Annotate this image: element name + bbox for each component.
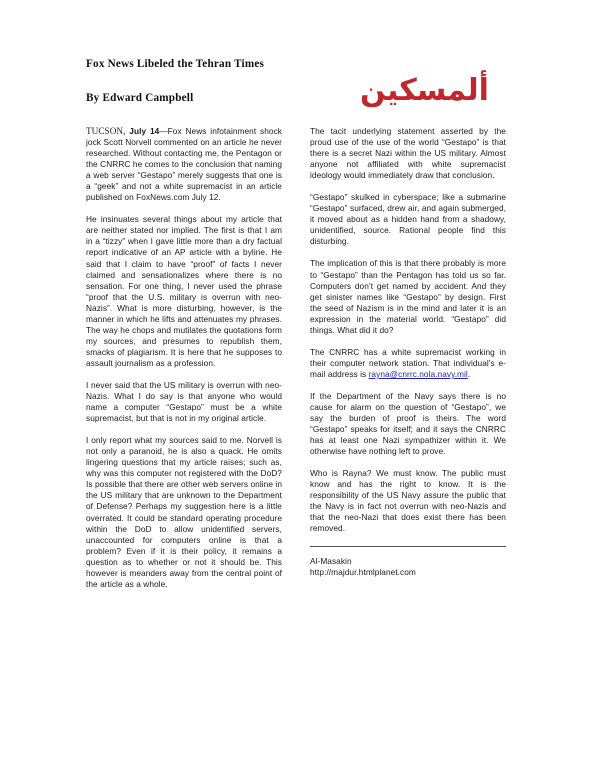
email-link[interactable]: rayna@cnrrc.nola.navy.mil (368, 368, 468, 379)
body-paragraph: The implication of this is that there probably is more to “Gestapo” than the Pentagon has told us so far. Computers don’t get named by accident. And they get sinister names like “Gestapo” by design. First the seed of Nazism is in the mind and later it is an expression in the material world. “Gestapo” did things. What did it do? (310, 258, 506, 335)
author-byline: By Edward Campbell (86, 92, 194, 104)
signature-divider (310, 546, 506, 547)
body-paragraph: “Gestapo” skulked in cyberspace; like a submarine “Gestapo” surfaced, drew air, and again submerged, it moved about as a hidden hand from a shadowy, unidentified, source. Rational people find this disturbing. (310, 192, 506, 247)
body-paragraph: If the Department of the Navy says there is no cause for alarm on the question of “Gestapo”, we say the burden of proof is theirs. The word “Gestapo” speaks for itself; and it says the CNRRC has at least one Nazi sympathizer within it. We otherwise have nothing left to prove. (310, 390, 506, 457)
signature-name: Al-Masakin (310, 555, 352, 566)
body-paragraph-with-email (310, 347, 506, 380)
dateline-city: TUCSON, (86, 126, 126, 136)
right-text-column (310, 126, 506, 578)
paragraph-text-tail: . (467, 368, 471, 379)
left-text-column (86, 126, 282, 590)
signature-block (310, 556, 506, 578)
body-paragraph: He insinuates several things about my article that are neither stated nor implied. The first is that I am in a “tizzy” when I gave little more than a dry factual report indicative of an AP article with a byline. He said that I claim to have “proof” of facts I never claimed and sensationalizes where there is no sensation. For one thing, I never used the phrase “proof that the U.S. military is overrun with neo-Nazis”. What is more disturbing, however, is the manner in which he lifts and attenuates my phrases. The way he chops and mutilates the quotations form my sources, and presumes to republish them, smacks of plagiarism. It is here that he supposes to assault journalism as a profession. (86, 214, 282, 368)
page-title: Fox News Libeled the Tehran Times (86, 58, 265, 70)
dateline-date: July 14 (129, 126, 160, 136)
body-paragraph: I never said that the US military is overrun with neo-Nazis. What I do say is that anyone who would name a computer “Gestapo” must be a white supremacist, but that is not in my original article. (86, 379, 282, 424)
body-paragraph: I only report what my sources said to me. Norvell is not only a paranoid, he is also a quack. He omits lingering questions that my article raises; such as, why was this computer not registered with the DoD? Is possible that there are other web servers online in the US military that are unknown to the Department of Defense? Perhaps my suggestion here is a little overrated. It could be standard operating procedure within the DoD to allow unidentified servers, unaccounted for computers online is that a problem? Even if it is their policy, it remains a question as to whether or not it should be. This however is meanders away from the central point of the article as a whole. (86, 435, 282, 589)
paragraph-text-lead: The CNRRC has a white supremacist working in their computer network station. That individual’s e-mail address is (310, 346, 506, 379)
arabic-wordmark: ألمسكين (360, 73, 489, 108)
body-paragraph: Who is Rayna? We must know. The public must know and has the right to know. It is the responsibility of the US Navy assure the public that the Navy is in fact not overrun with neo-Nazis and that the neo-Nazi that does exist there has been removed. (310, 468, 506, 534)
lead-paragraph (86, 126, 282, 203)
body-paragraph: The tacit underlying statement asserted by the proud use of the use of the world “Gestapo” is that there is a secret Nazi within the US military. Almost anyone not affiliated with white supremacist ideology would immediately draw that conclusion. (310, 126, 506, 181)
lead-body: —Fox News infotainment shock jock Scott Norvell commented on an article he never researched. Without contacting me, the Pentagon or the CNRRC he comes to the conclusion that naming a web server “Gestapo” merely suggests that one is a “geek” and not a white supremacist in an article published on FoxNews.com July 12. (86, 126, 282, 203)
signature-url: http://majdur.htmlplanet.com (310, 566, 416, 577)
